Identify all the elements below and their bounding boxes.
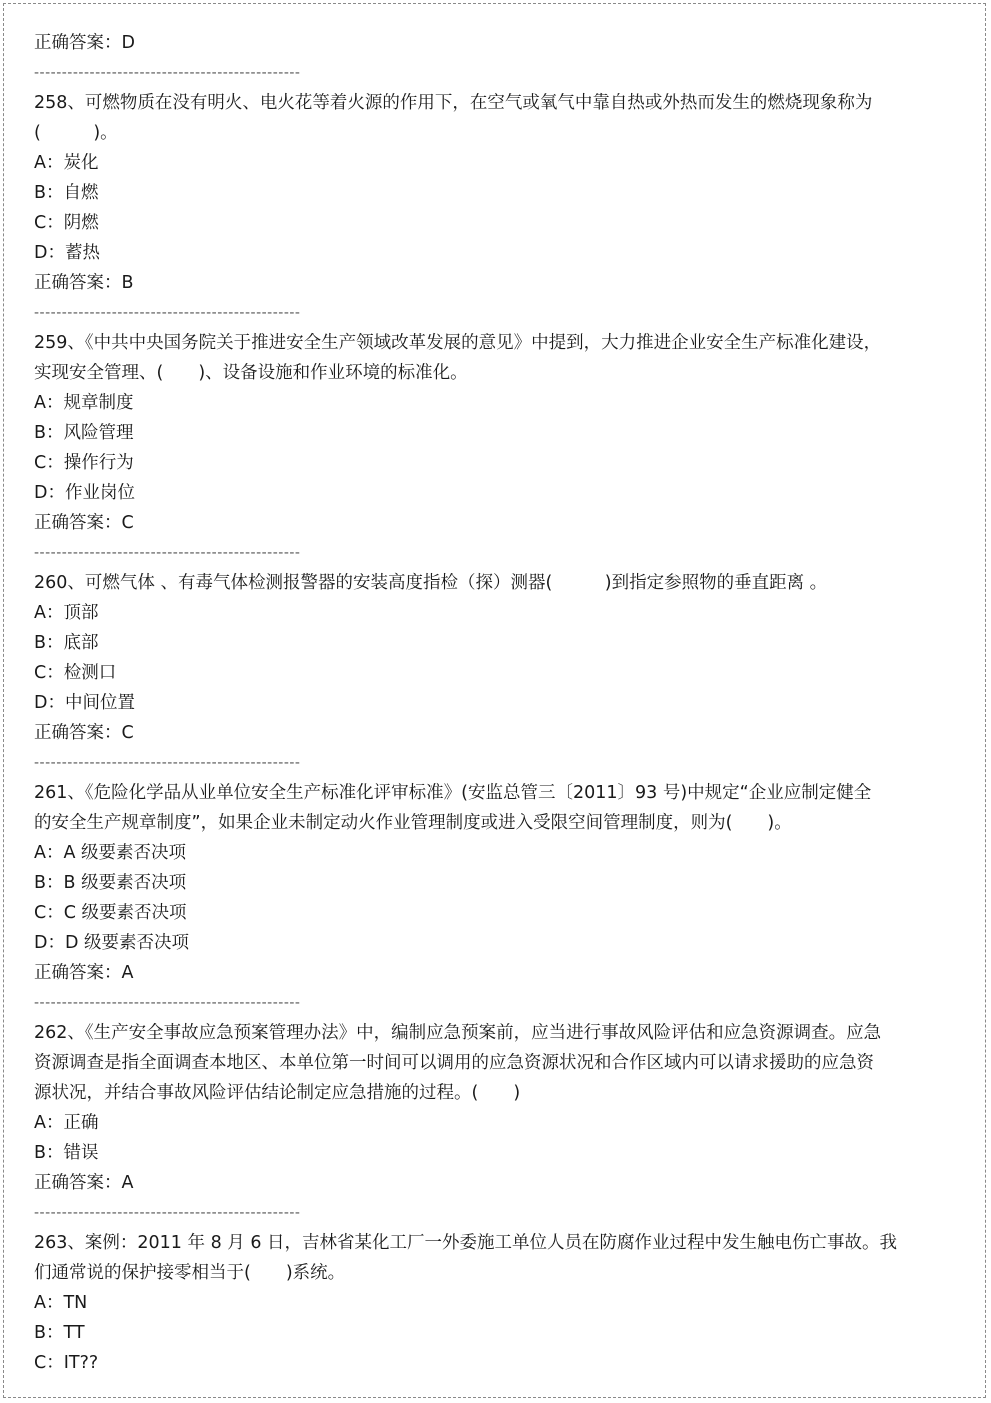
answer-line: 正确答案：A — [34, 1173, 134, 1193]
question-list — [34, 28, 898, 1378]
option-c: C：IT?? — [34, 1353, 99, 1373]
question-stem: 源状况，并结合事故风险评估结论制定应急措施的过程。( ) — [34, 1083, 521, 1103]
option-a: A：正确 — [34, 1113, 99, 1133]
option-a: A：顶部 — [34, 603, 99, 623]
separator: ------------------------------------------------ — [34, 305, 301, 321]
option-d: D：D 级要素否决项 — [34, 933, 190, 953]
option-d: D：中间位置 — [34, 693, 135, 713]
option-c: C：检测口 — [34, 663, 117, 683]
page-frame — [3, 3, 986, 1398]
answer-line: 正确答案：B — [34, 273, 134, 293]
question-stem: 260、可燃气体 、有毒气体检测报警器的安装高度指检（探）测器( )到指定参照物的垂直距离 。 — [34, 573, 828, 593]
separator: ------------------------------------------------ — [34, 995, 301, 1011]
question-stem: 262、《生产安全事故应急预案管理办法》中，编制应急预案前，应当进行事故风险评估和应急资源调查。应急 — [34, 1023, 882, 1043]
option-a: A：A 级要素否决项 — [34, 843, 187, 863]
question-stem: 资源调查是指全面调查本地区、本单位第一时间可以调用的应急资源状况和合作区域内可以请求援助的应急资 — [34, 1053, 874, 1073]
answer-line: 正确答案：A — [34, 963, 134, 983]
answer-line: 正确答案：C — [34, 723, 134, 743]
separator: ------------------------------------------------ — [34, 65, 301, 81]
option-a: A：规章制度 — [34, 393, 134, 413]
question-block — [34, 1018, 894, 1228]
option-b: B：风险管理 — [34, 423, 134, 443]
option-a: A：TN — [34, 1293, 88, 1313]
question-stem: 258、可燃物质在没有明火、电火花等着火源的作用下，在空气或氧气中靠自热或外热而发生的燃烧现象称为 — [34, 93, 873, 113]
answer-line: 正确答案：C — [34, 513, 134, 533]
option-b: B：错误 — [34, 1143, 99, 1163]
question-block — [34, 1228, 898, 1378]
question-block — [34, 568, 894, 778]
question-block — [34, 778, 894, 1018]
question-stem: 实现安全管理、( )、设备设施和作业环境的标准化。 — [34, 363, 468, 383]
question-stem: 的安全生产规章制度”，如果企业未制定动火作业管理制度或进入受限空间管理制度，则为( )。 — [34, 813, 792, 833]
question-stem: 263、案例：2011 年 8 月 6 日，吉林省某化工厂一外委施工单位人员在防腐作业过程中发生触电伤亡事故。我 — [34, 1233, 898, 1253]
option-b: B：底部 — [34, 633, 99, 653]
answer-line: 正确答案：D — [34, 33, 135, 53]
question-block — [34, 328, 894, 568]
question-stem: 261、《危险化学品从业单位安全生产标准化评审标准》(安监总管三〔2011〕93 号)中规定“企业应制定健全 — [34, 783, 872, 803]
option-b: B：自燃 — [34, 183, 99, 203]
question-stem: 们通常说的保护接零相当于( )系统。 — [34, 1263, 346, 1283]
option-c: C：C 级要素否决项 — [34, 903, 187, 923]
option-b: B：B 级要素否决项 — [34, 873, 187, 893]
separator: ------------------------------------------------ — [34, 1205, 301, 1221]
separator: ------------------------------------------------ — [34, 545, 301, 561]
question-stem: ( )。 — [34, 123, 118, 143]
separator: ------------------------------------------------ — [34, 755, 301, 771]
option-c: C：阴燃 — [34, 213, 99, 233]
option-b: B：TT — [34, 1323, 85, 1343]
option-c: C：操作行为 — [34, 453, 134, 473]
question-block — [34, 88, 894, 328]
option-d: D：作业岗位 — [34, 483, 135, 503]
option-d: D：蓄热 — [34, 243, 100, 263]
option-a: A：炭化 — [34, 153, 99, 173]
question-stem: 259、《中共中央国务院关于推进安全生产领域改革发展的意见》中提到，大力推进企业安全生产标准化建设， — [34, 333, 882, 353]
